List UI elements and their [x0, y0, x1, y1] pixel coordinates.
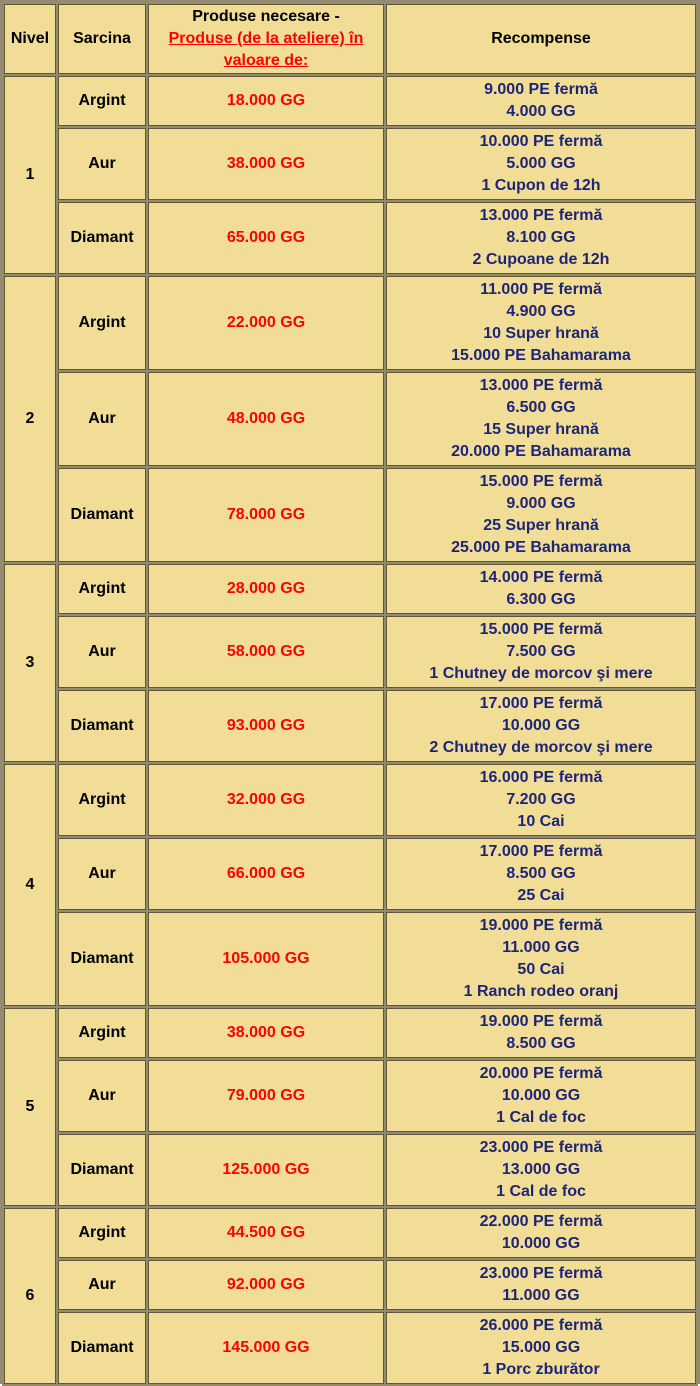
- reward-line: 20.000 PE fermă: [479, 1065, 603, 1082]
- table-row: [4, 76, 696, 126]
- reward-line: 10.000 GG: [501, 1235, 581, 1252]
- level-cell: 6: [4, 1208, 56, 1384]
- reward-line: 25.000 PE Bahamarama: [451, 539, 631, 556]
- task-cell: Diamant: [58, 912, 146, 1006]
- level-cell: 5: [4, 1008, 56, 1206]
- level-cell: 3: [4, 564, 56, 762]
- reward-line: 9.000 PE fermă: [484, 81, 598, 98]
- reward-line: 2 Cupoane de 12h: [472, 251, 610, 268]
- task-cell: Argint: [58, 564, 146, 614]
- value-cell: 105.000 GG: [148, 912, 384, 1006]
- reward-line: 10 Super hrană: [483, 325, 599, 342]
- value-cell: 93.000 GG: [148, 690, 384, 762]
- rewards-cell: [386, 276, 696, 370]
- reward-line: 13.000 PE fermă: [479, 207, 603, 224]
- reward-line: 1 Porc zburător: [482, 1361, 600, 1378]
- reward-line: 5.000 GG: [506, 155, 576, 172]
- value-cell: 38.000 GG: [148, 1008, 384, 1058]
- table-row: [4, 1260, 696, 1310]
- table-row: [4, 468, 696, 562]
- table-row: [4, 564, 696, 614]
- table-row: [4, 764, 696, 836]
- reward-line: 4.900 GG: [506, 303, 576, 320]
- reward-line: 13.000 PE fermă: [479, 377, 603, 394]
- reward-line: 15.000 PE fermă: [479, 621, 603, 638]
- level-cell: 1: [4, 76, 56, 274]
- reward-line: 17.000 PE fermă: [479, 843, 603, 860]
- reward-line: 9.000 GG: [506, 495, 576, 512]
- reward-line: 1 Cupon de 12h: [481, 177, 601, 194]
- reward-line: 2 Chutney de morcov şi mere: [429, 739, 653, 756]
- reward-line: 1 Ranch rodeo oranj: [463, 983, 619, 1000]
- table-row: [4, 912, 696, 1006]
- header-products-label: Produse necesare -: [192, 8, 340, 25]
- task-cell: Diamant: [58, 1134, 146, 1206]
- reward-line: 6.300 GG: [506, 591, 576, 608]
- reward-line: 8.100 GG: [506, 229, 576, 246]
- rewards-cell: [386, 1134, 696, 1206]
- reward-line: 14.000 PE fermă: [479, 569, 603, 586]
- task-cell: Diamant: [58, 1312, 146, 1384]
- table-row: [4, 1134, 696, 1206]
- rewards-cell: [386, 564, 696, 614]
- reward-line: 15.000 PE fermă: [479, 473, 603, 490]
- rewards-cell: [386, 838, 696, 910]
- task-cell: Diamant: [58, 468, 146, 562]
- level-cell: 2: [4, 276, 56, 562]
- table-header-row: [4, 4, 696, 74]
- reward-line: 19.000 PE fermă: [479, 1013, 603, 1030]
- rewards-cell: [386, 128, 696, 200]
- rewards-cell: [386, 616, 696, 688]
- value-cell: 18.000 GG: [148, 76, 384, 126]
- table-row: [4, 1008, 696, 1058]
- value-cell: 145.000 GG: [148, 1312, 384, 1384]
- table-row: [4, 1208, 696, 1258]
- reward-line: 10.000 GG: [501, 717, 581, 734]
- reward-line: 7.200 GG: [506, 791, 576, 808]
- rewards-cell: [386, 912, 696, 1006]
- reward-line: 6.500 GG: [506, 399, 576, 416]
- reward-line: 25 Super hrană: [483, 517, 599, 534]
- header-rewards: Recompense: [386, 4, 696, 74]
- value-cell: 58.000 GG: [148, 616, 384, 688]
- rewards-cell: [386, 690, 696, 762]
- task-cell: Argint: [58, 1208, 146, 1258]
- value-cell: 66.000 GG: [148, 838, 384, 910]
- table-row: [4, 276, 696, 370]
- rewards-cell: [386, 1260, 696, 1310]
- header-products-link[interactable]: Produse (de la ateliere) în valoare de:: [168, 30, 364, 69]
- reward-line: 1 Cal de foc: [496, 1183, 586, 1200]
- reward-line: 23.000 PE fermă: [479, 1265, 603, 1282]
- value-cell: 125.000 GG: [148, 1134, 384, 1206]
- reward-line: 8.500 GG: [506, 865, 576, 882]
- task-cell: Aur: [58, 1060, 146, 1132]
- header-products: [148, 4, 384, 74]
- reward-line: 15 Super hrană: [483, 421, 599, 438]
- table-body: [4, 76, 696, 1384]
- header-level: Nivel: [4, 4, 56, 74]
- table-row: [4, 838, 696, 910]
- rewards-cell: [386, 468, 696, 562]
- rewards-cell: [386, 764, 696, 836]
- task-cell: Argint: [58, 1008, 146, 1058]
- rewards-cell: [386, 76, 696, 126]
- task-cell: Aur: [58, 616, 146, 688]
- reward-line: 15.000 PE Bahamarama: [451, 347, 631, 364]
- rewards-cell: [386, 1060, 696, 1132]
- reward-line: 50 Cai: [517, 961, 565, 978]
- table-row: [4, 616, 696, 688]
- reward-line: 7.500 GG: [506, 643, 576, 660]
- reward-line: 11.000 GG: [502, 939, 580, 956]
- reward-line: 1 Cal de foc: [496, 1109, 586, 1126]
- task-cell: Diamant: [58, 690, 146, 762]
- reward-line: 13.000 GG: [501, 1161, 581, 1178]
- value-cell: 79.000 GG: [148, 1060, 384, 1132]
- reward-line: 26.000 PE fermă: [479, 1317, 603, 1334]
- value-cell: 44.500 GG: [148, 1208, 384, 1258]
- task-cell: Aur: [58, 128, 146, 200]
- table-row: [4, 690, 696, 762]
- reward-line: 22.000 PE fermă: [479, 1213, 603, 1230]
- value-cell: 65.000 GG: [148, 202, 384, 274]
- task-cell: Diamant: [58, 202, 146, 274]
- task-cell: Argint: [58, 76, 146, 126]
- reward-line: 10 Cai: [517, 813, 565, 830]
- task-cell: Argint: [58, 764, 146, 836]
- rewards-cell: [386, 372, 696, 466]
- table-row: [4, 128, 696, 200]
- table-row: [4, 1060, 696, 1132]
- rewards-cell: [386, 1312, 696, 1384]
- value-cell: 32.000 GG: [148, 764, 384, 836]
- reward-line: 25 Cai: [517, 887, 565, 904]
- reward-line: 20.000 PE Bahamarama: [451, 443, 631, 460]
- table-row: [4, 202, 696, 274]
- reward-line: 23.000 PE fermă: [479, 1139, 603, 1156]
- reward-line: 1 Chutney de morcov şi mere: [429, 665, 653, 682]
- level-rewards-table: [2, 2, 698, 1386]
- value-cell: 92.000 GG: [148, 1260, 384, 1310]
- rewards-cell: [386, 1208, 696, 1258]
- reward-line: 10.000 PE fermă: [479, 133, 603, 150]
- reward-line: 17.000 PE fermă: [479, 695, 603, 712]
- reward-line: 8.500 GG: [506, 1035, 576, 1052]
- reward-line: 11.000 GG: [502, 1287, 580, 1304]
- level-cell: 4: [4, 764, 56, 1006]
- table-row: [4, 1312, 696, 1384]
- rewards-cell: [386, 1008, 696, 1058]
- reward-line: 19.000 PE fermă: [479, 917, 603, 934]
- value-cell: 28.000 GG: [148, 564, 384, 614]
- header-task: Sarcina: [58, 4, 146, 74]
- table-row: [4, 372, 696, 466]
- reward-line: 16.000 PE fermă: [479, 769, 603, 786]
- task-cell: Argint: [58, 276, 146, 370]
- reward-line: 4.000 GG: [506, 103, 576, 120]
- reward-line: 11.000 PE fermă: [480, 281, 602, 298]
- reward-line: 10.000 GG: [501, 1087, 581, 1104]
- rewards-cell: [386, 202, 696, 274]
- task-cell: Aur: [58, 372, 146, 466]
- value-cell: 38.000 GG: [148, 128, 384, 200]
- task-cell: Aur: [58, 1260, 146, 1310]
- value-cell: 48.000 GG: [148, 372, 384, 466]
- value-cell: 78.000 GG: [148, 468, 384, 562]
- reward-line: 15.000 GG: [501, 1339, 581, 1356]
- task-cell: Aur: [58, 838, 146, 910]
- value-cell: 22.000 GG: [148, 276, 384, 370]
